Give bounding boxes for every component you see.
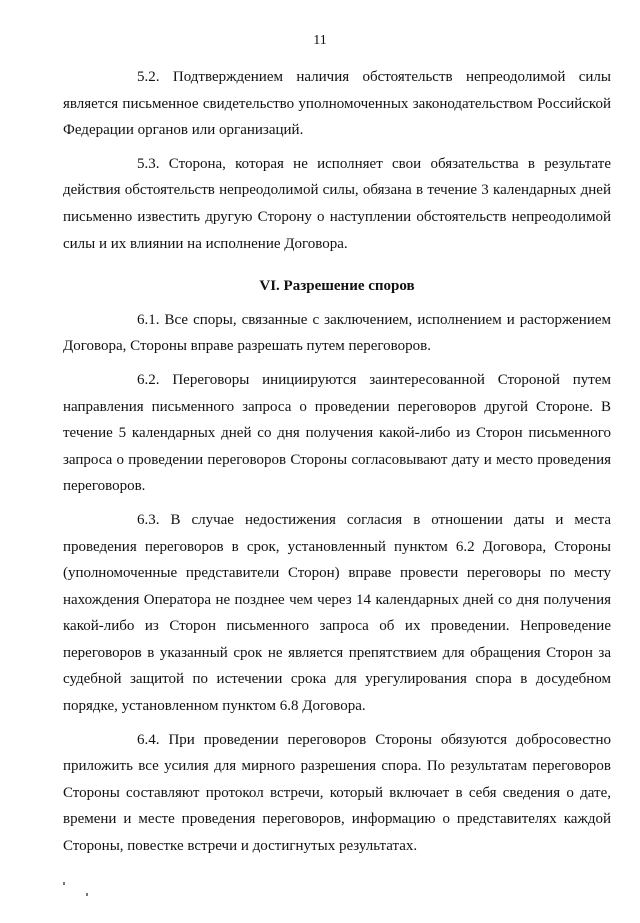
clause-text: Все споры, связанные с заключением, исполнением и расторжением Договора, Стороны вправе разрешать путем переговоров. (63, 311, 611, 355)
document-body (63, 64, 611, 860)
clause-text: В случае недостижения согласия в отношении даты и места проведения переговоров в срок, установленный пунктом 6.2 Договора, Стороны (уполномоченные представители Сторон) вправе провести переговоры по месту нахождения Оператора не позднее чем через 14 календарных дней со дня получения какой-либо из Сторон письменного запроса об их проведении. Непроведение переговоров в указанный срок не является препятствием для обращения Сторон за судебной защитой по истечении срока для урегулирования спора в досудебном порядке, установленном пунктом 6.8 Договора. (63, 511, 611, 715)
clause-number: 6.1. (137, 311, 160, 328)
scan-speck (86, 893, 88, 896)
clause-5-3 (63, 151, 611, 257)
clause-text: При проведении переговоров Стороны обязуются добросовестно приложить все усилия для мирного разрешения спора. По результатам переговоров Стороны составляют протокол встречи, который включает в себя сведения о дате, времени и месте проведения переговоров, информацию о представителях каждой Стороны, повестке встречи и достигнутых результатах. (63, 731, 611, 855)
clause-6-2 (63, 367, 611, 500)
clause-number: 5.2. (137, 69, 160, 85)
clause-6-1 (63, 307, 611, 360)
clause-6-3 (63, 507, 611, 720)
clause-text: Подтверждением наличия обстоятельств непреодолимой силы является письменное свидетельство уполномоченных законодательством Российской Федерации органов или организаций. (63, 69, 611, 139)
clause-number: 6.3. (137, 511, 160, 528)
clause-number: 6.2. (137, 371, 160, 388)
clause-number: 5.3. (137, 155, 160, 172)
section-heading: VI. Разрешение споров (259, 278, 415, 295)
clause-text: Сторона, которая не исполняет свои обязательства в результате действия обстоятельств непреодолимой силы, обязана в течение 3 календарных дней письменно известить другую Сторону о наступлении обстоятельств непреодолимой силы и их влиянии на исполнение Договора. (63, 155, 611, 252)
clause-text: Переговоры инициируются заинтересованной Стороной путем направления письменного запроса о проведении переговоров другой Стороне. В течение 5 календарных дней со дня получения какой-либо из Сторон письменного запроса о проведении переговоров Стороны согласовывают дату и место проведения переговоров. (63, 371, 611, 495)
page-number: 11 (313, 33, 327, 48)
clause-number: 6.4. (137, 731, 160, 748)
clause-6-4 (63, 727, 611, 860)
scan-speck (63, 882, 65, 885)
clause-5-2 (63, 64, 611, 144)
